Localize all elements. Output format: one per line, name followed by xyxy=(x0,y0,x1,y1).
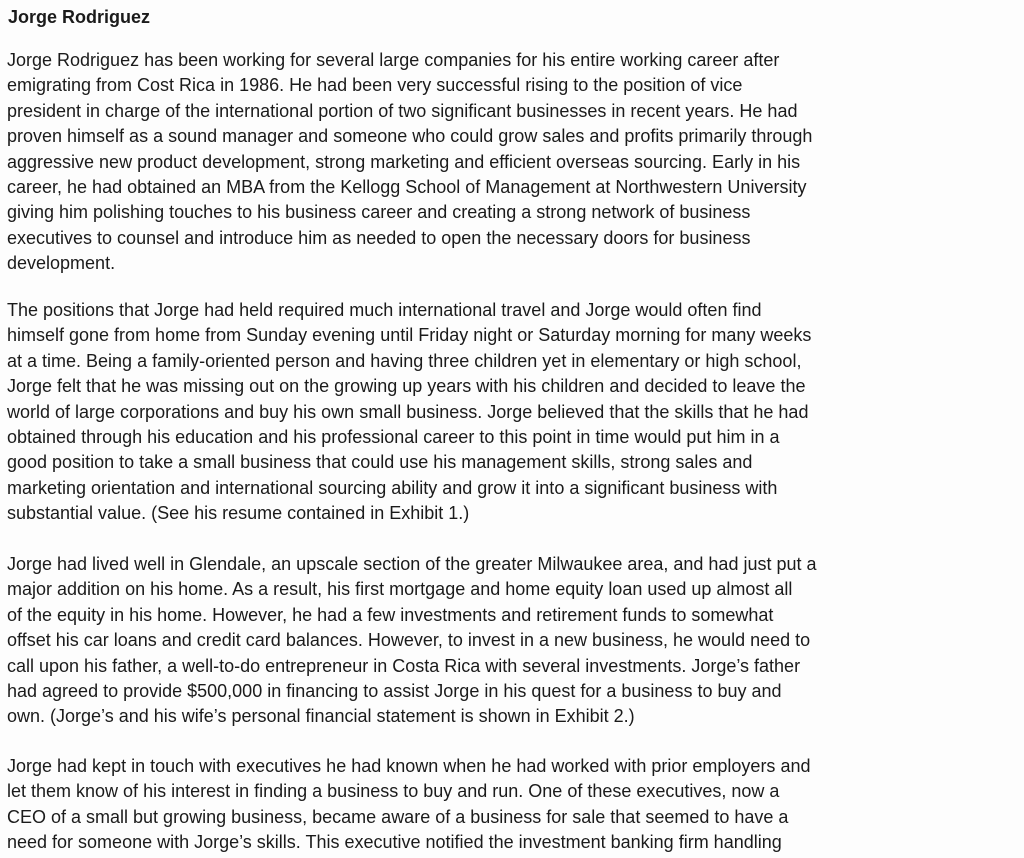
paragraph-line: let them know of his interest in finding a business to buy and run. One of these executives, now a xyxy=(7,781,780,802)
document-title: Jorge Rodriguez xyxy=(8,7,151,27)
paragraph-line: Jorge Rodriguez has been working for several large companies for his entire working career after xyxy=(7,50,780,70)
paragraph-line: proven himself as a sound manager and someone who could grow sales and profits primarily through xyxy=(7,126,813,147)
paragraph-3 xyxy=(7,552,1017,730)
paragraph-line: The positions that Jorge had held required much international travel and Jorge would often find xyxy=(7,300,762,320)
paragraph-line: Jorge had kept in touch with executives he had known when he had worked with prior employers and xyxy=(7,756,811,776)
paragraph-line: call upon his father, a well-to-do entrepreneur in Costa Rica with several investments. Jorge’s father xyxy=(7,655,801,676)
paragraph-line: at a time. Being a family-oriented person and having three children yet in elementary or high school, xyxy=(7,350,802,371)
paragraph-line: Jorge had lived well in Glendale, an upscale section of the greater Milwaukee area, and had just put a xyxy=(7,554,817,574)
paragraph-line: CEO of a small but growing business, became aware of a business for sale that seemed to have a xyxy=(7,806,789,827)
paragraph-line: career, he had obtained an MBA from the Kellogg School of Management at Northwestern University xyxy=(7,177,807,198)
paragraph-2 xyxy=(7,298,1017,527)
paragraph-line: good position to take a small business that could use his management skills, strong sales and xyxy=(7,452,753,473)
paragraph-line: marketing orientation and international sourcing ability and grow it into a significant business with xyxy=(7,477,778,498)
paragraph-line: executives to counsel and introduce him as needed to open the necessary doors for business xyxy=(7,227,751,248)
paragraph-line: had agreed to provide $500,000 in financing to assist Jorge in his quest for a business to buy and xyxy=(7,681,782,702)
paragraph-4 xyxy=(7,754,1017,856)
paragraph-1 xyxy=(7,48,1017,277)
paragraph-line: giving him polishing touches to his business career and creating a strong network of business xyxy=(7,202,751,223)
paragraph-line: offset his car loans and credit card balances. However, to invest in a new business, he would need to xyxy=(7,630,811,651)
paragraph-line: aggressive new product development, strong marketing and efficient overseas sourcing. Early in his xyxy=(7,151,801,172)
paragraph-line: emigrating from Cost Rica in 1986. He had been very successful rising to the position of vice xyxy=(7,75,743,96)
paragraph-line: development. xyxy=(7,253,116,274)
paragraph-line: of the equity in his home. However, he had a few investments and retirement funds to somewhat xyxy=(7,604,774,625)
paragraph-line: own. (Jorge’s and his wife’s personal financial statement is shown in Exhibit 2.) xyxy=(7,706,635,727)
paragraph-line: need for someone with Jorge’s skills. This executive notified the investment banking firm handling xyxy=(7,832,782,853)
paragraph-line: obtained through his education and his professional career to this point in time would put him in a xyxy=(7,427,780,448)
paragraph-line: substantial value. (See his resume contained in Exhibit 1.) xyxy=(7,503,470,524)
paragraph-line: world of large corporations and buy his own small business. Jorge believed that the skills that he had xyxy=(7,401,809,422)
paragraph-line: president in charge of the international portion of two significant businesses in recent years. He had xyxy=(7,100,798,121)
paragraph-line: major addition on his home. As a result, his first mortgage and home equity loan used up almost all xyxy=(7,579,793,600)
paragraph-line: himself gone from home from Sunday evening until Friday night or Saturday morning for many weeks xyxy=(7,325,812,346)
paragraph-line: Jorge felt that he was missing out on the growing up years with his children and decided to leave the xyxy=(7,376,806,397)
